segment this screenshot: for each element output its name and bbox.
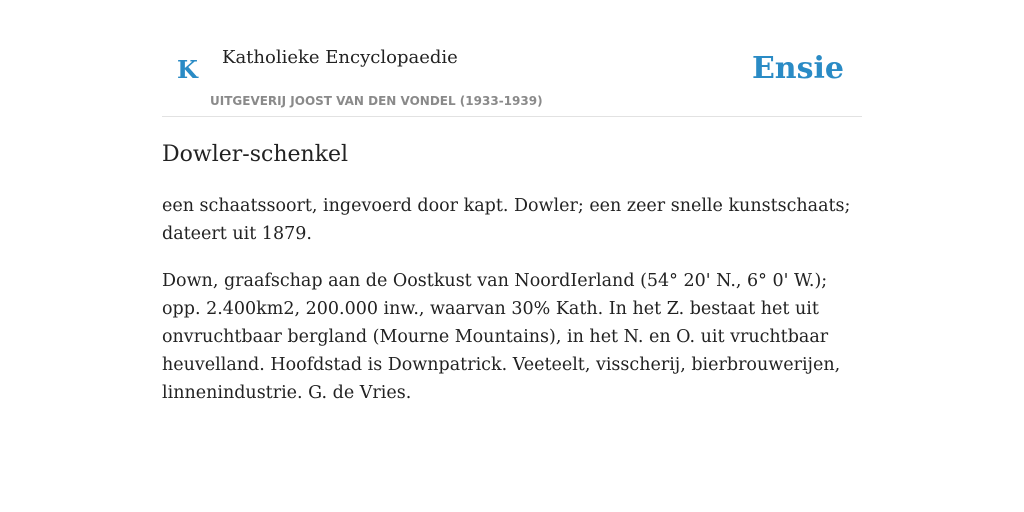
ensie-brand-logo[interactable]: Ensie <box>751 51 844 86</box>
entry-paragraph: een schaatssoort, ingevoerd door kapt. Dowler; een zeer snelle kunstschaats; dateert uit 1879. <box>162 196 851 244</box>
site-title-link[interactable]: Katholieke Encyclopaedie <box>222 47 458 68</box>
entry-paragraph: Down, graafschap aan de Oostkust van NoordIerland (54° 20' N., 6° 0' W.); opp. 2.400km2, 200.000 inw., waarvan 30% Kath. In het Z. bestaat het uit onvruchtbaar bergland (Mourne Mountains), in het N. en O. uit vruchtbaar heuvelland. Hoofdstad is Downpatrick. Veeteelt, visscherij, bierbrouwerijen, linnenindustrie. G. de Vries. <box>162 271 841 403</box>
site-header <box>162 0 862 117</box>
entry-title: Dowler-schenkel <box>162 142 349 167</box>
page-container <box>162 0 862 407</box>
logo-k-icon[interactable]: K <box>177 55 198 84</box>
publisher-subtitle: UITGEVERIJ JOOST VAN DEN VONDEL (1933-1939) <box>210 94 543 108</box>
